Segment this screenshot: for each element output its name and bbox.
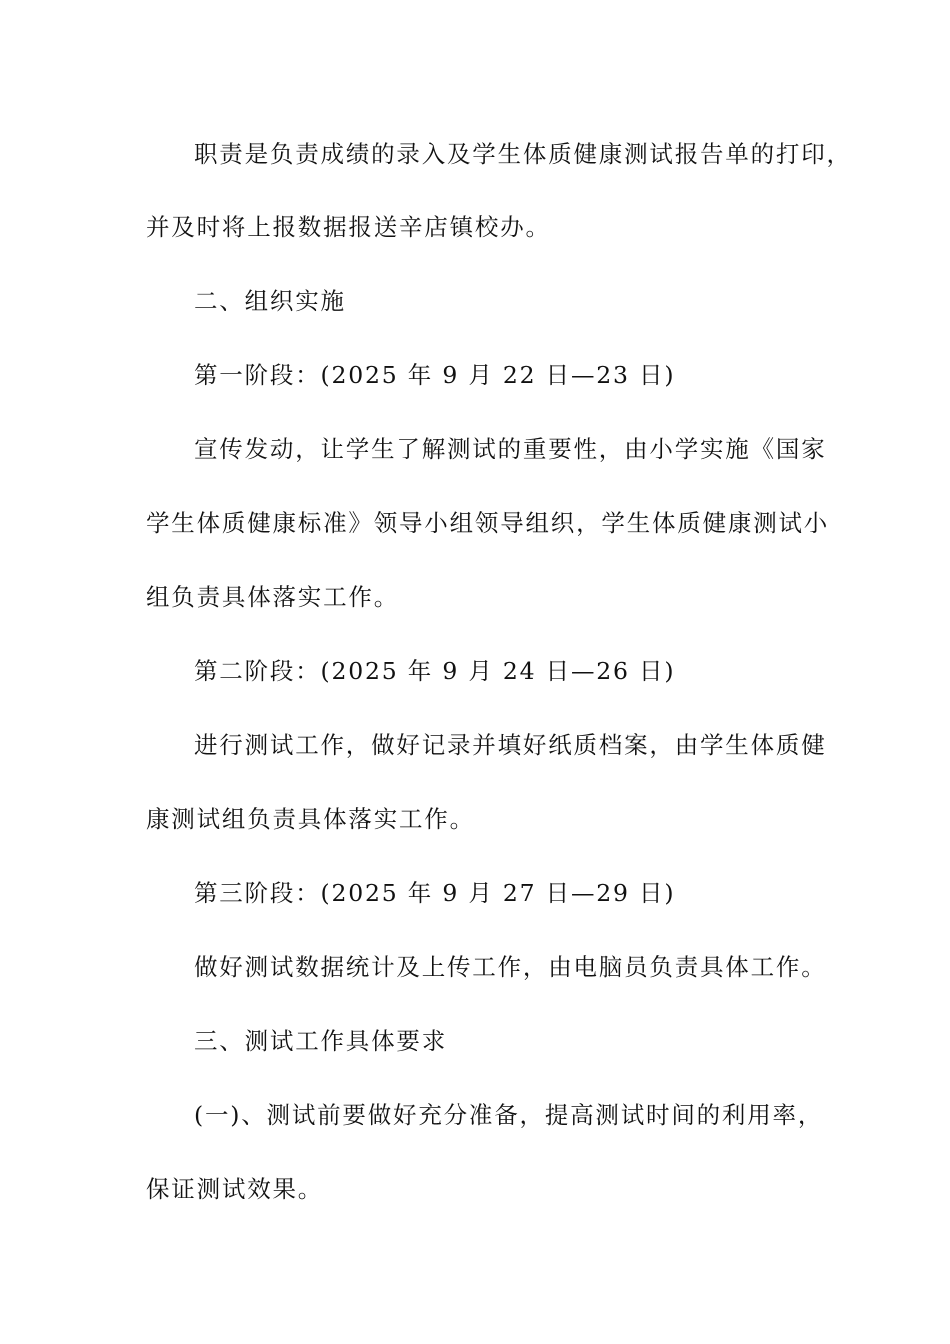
section-heading: 二、组织实施 (194, 287, 346, 315)
paragraph-line: 进行测试工作，做好记录并填好纸质档案，由学生体质健 (194, 731, 827, 759)
paragraph-line: 做好测试数据统计及上传工作，由电脑员负责具体工作。 (194, 953, 827, 981)
paragraph-line: 职责是负责成绩的录入及学生体质健康测试报告单的打印， (194, 140, 852, 168)
paragraph-line: 宣传发动，让学生了解测试的重要性，由小学实施《国家 (194, 435, 827, 463)
paragraph-line: (一)、测试前要做好充分准备，提高测试时间的利用率， (194, 1101, 824, 1129)
section-heading: 三、测试工作具体要求 (194, 1027, 447, 1055)
stage-heading: 第三阶段：(2025 年 9 月 27 日—29 日) (194, 879, 676, 907)
paragraph-line: 保证测试效果。 (146, 1175, 324, 1203)
paragraph-line: 并及时将上报数据报送辛店镇校办。 (146, 213, 551, 241)
stage-heading: 第二阶段：(2025 年 9 月 24 日—26 日) (194, 657, 676, 685)
paragraph-line: 康测试组负责具体落实工作。 (146, 805, 475, 833)
paragraph-line: 学生体质健康标准》领导小组领导组织，学生体质健康测试小 (146, 509, 830, 537)
stage-heading: 第一阶段：(2025 年 9 月 22 日—23 日) (194, 361, 676, 389)
paragraph-line: 组负责具体落实工作。 (146, 583, 399, 611)
